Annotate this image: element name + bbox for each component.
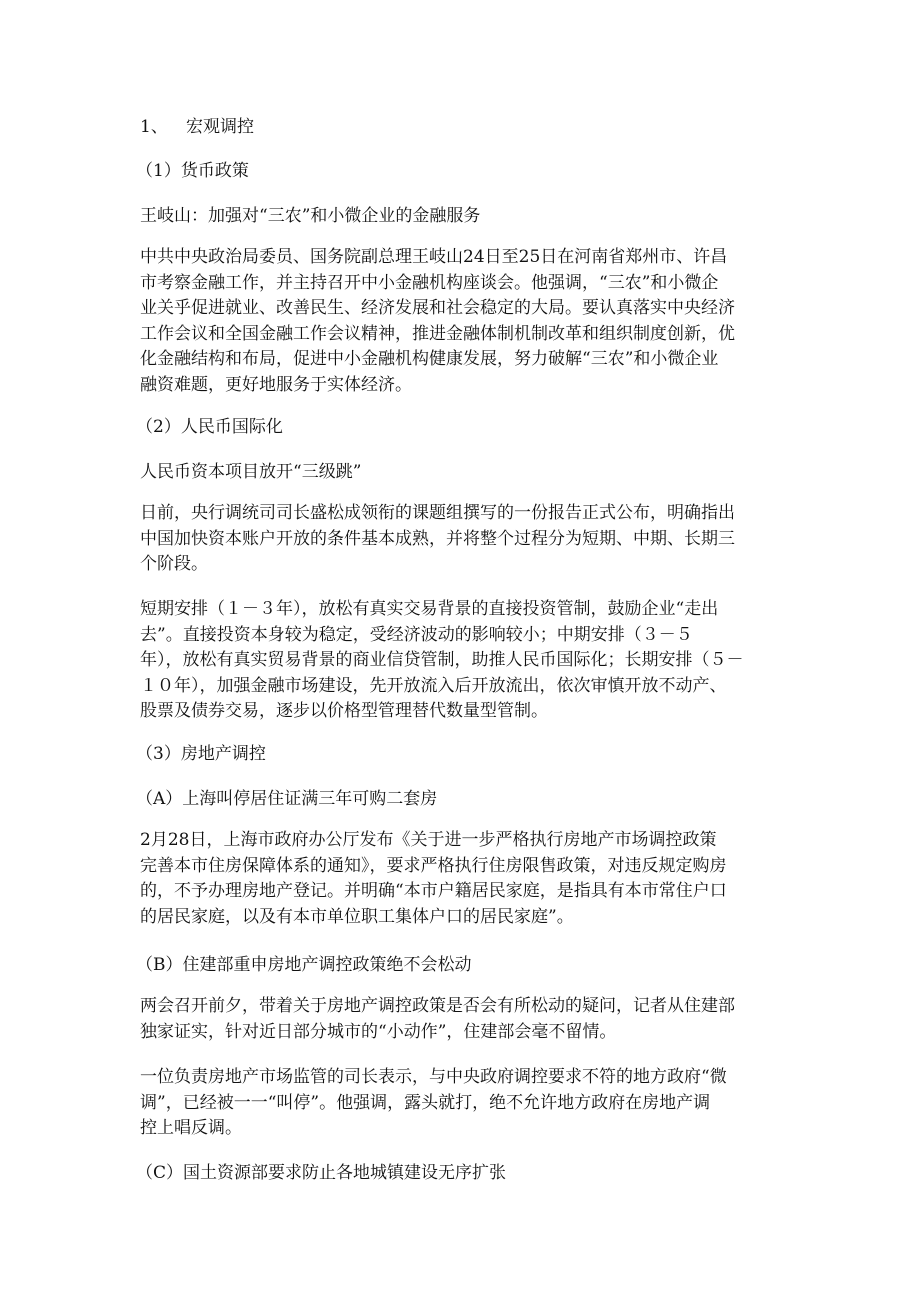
paragraph-line: 年），放松有真实贸易背景的商业信贷管制，助推人民币国际化；长期安排（５－ [140,650,744,670]
paragraph-line: 两会召开前夕，带着关于房地产调控政策是否会有所松动的疑问，记者从住建部 [140,996,735,1016]
paragraph-line: 融资难题，更好地服务于实体经济。 [140,374,412,395]
paragraph-item-b-1 [140,994,788,1045]
paragraph-line: 股票及债券交易，逐步以价格型管理替代数量型管制。 [140,701,548,721]
paragraph-wang-qishan [140,245,788,398]
paragraph-line: 短期安排（１－３年），放松有真实交易背景的直接投资管制，鼓励企业“走出 [140,599,719,619]
heading-item-b: （B）住建部重申房地产调控政策绝不会松动 [136,955,472,975]
paragraph-line: 控上唱反调。 [140,1118,242,1138]
paragraph-line: 一位负责房地产市场监管的司长表示，与中央政府调控要求不符的地方政府“微 [140,1067,727,1087]
paragraph-line: 2月28日，上海市政府办公厅发布《关于进一步严格执行房地产市场调控政策 [140,830,717,850]
paragraph-line: 中国加快资本账户开放的条件基本成熟，并将整个过程分为短期、中期、长期三 [140,528,735,549]
paragraph-line: 个阶段。 [140,554,208,574]
paragraph-line: 中共中央政治局委员、国务院副总理王岐山24日至25日在河南省郑州市、许昌 [140,247,728,267]
paragraph-line: 业关乎促进就业、改善民生、经济发展和社会稳定的大局。要认真落实中央经济 [140,298,735,318]
paragraph-line: 的居民家庭，以及有本市单位职工集体户口的居民家庭”。 [140,906,574,927]
subheading-rmb-internationalization: （2）人民币国际化 [136,417,283,437]
paragraph-line: 化金融结构和布局，促进中小金融机构健康发展，努力破解“三农”和小微企业 [140,349,719,369]
paragraph-line: 日前，央行调统司司长盛松成领衔的课题组撰写的一份报告正式公布，明确指出 [140,503,735,523]
subheading-monetary-policy: （1）货币政策 [136,161,249,181]
paragraph-line: 去”。直接投资本身较为稳定，受经济波动的影响较小；中期安排（３－５ [140,624,693,645]
paragraph-capital-account-report [140,501,788,578]
subheading-real-estate: （3）房地产调控 [136,744,266,764]
paragraph-line: 市考察金融工作，并主持召开中小金融机构座谈会。他强调，“三农”和小微企 [140,272,719,293]
paragraph-line: 调”，已经被一一“叫停”。他强调，露头就打，绝不允许地方政府在房地产调 [140,1092,711,1113]
headline-wang-qishan: 王岐山：加强对“三农”和小微企业的金融服务 [140,206,481,226]
heading-item-c: （C）国土资源部要求防止各地城镇建设无序扩张 [136,1163,507,1183]
heading-item-a: （A）上海叫停居住证满三年可购二套房 [136,789,438,809]
paragraph-line: 独家证实，针对近日部分城市的“小动作”，住建部会毫不留情。 [140,1021,617,1042]
section-number: 1、 [140,117,168,137]
paragraph-line: 完善本市住房保障体系的通知》，要求严格执行住房限售政策，对违反规定购房 [140,855,727,876]
paragraph-line: 工作会议和全国金融工作会议精神，推进金融体制机制改革和组织制度创新，优 [140,323,735,344]
section-title: 宏观调控 [186,117,254,137]
paragraph-capital-account-phases [140,597,788,725]
paragraph-line: 的，不予办理房地产登记。并明确“本市户籍居民家庭，是指具有本市常住户口 [140,881,727,901]
paragraph-line: １０年），加强金融市场建设，先开放流入后开放流出，依次审慎开放不动产、 [140,675,727,696]
paragraph-item-a [140,828,788,930]
headline-capital-account: 人民币资本项目放开“三级跳” [140,462,362,482]
paragraph-item-b-2 [140,1065,788,1142]
